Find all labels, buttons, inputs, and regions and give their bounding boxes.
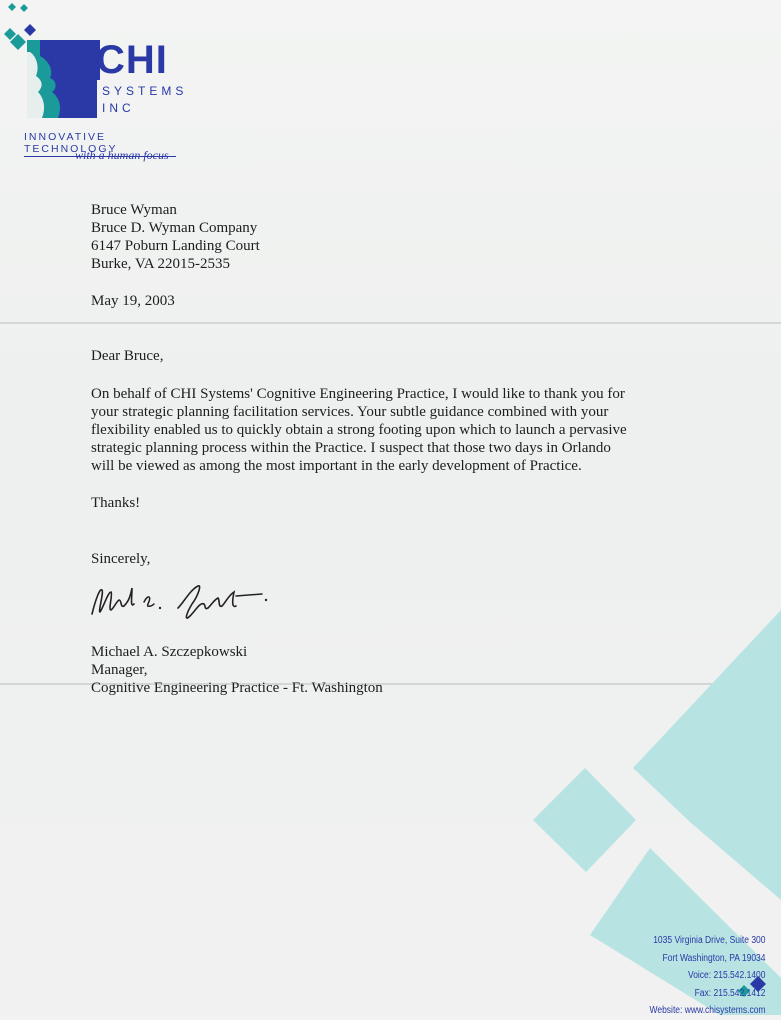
contact-address2: Fort Washington, PA 19034 [662, 952, 766, 964]
logo-subtagline: with a human focus [75, 148, 169, 162]
contact-website: Website: www.chisystems.com [649, 1005, 766, 1016]
body-line: will be viewed as among the most important in the early development of Practice. [91, 458, 582, 474]
recipient-city: Burke, VA 22015-2535 [91, 256, 231, 272]
recipient-name: Bruce Wyman [91, 202, 177, 218]
logo-tagline: INNOVATIVE TECHNOLOGY [24, 131, 176, 157]
recipient-address [91, 201, 260, 273]
body-line: strategic planning process within the Practice. I suspect that those two days in Orlando [91, 440, 611, 456]
signer-block [91, 643, 383, 697]
recipient-street: 6147 Poburn Landing Court [91, 238, 260, 254]
company-logo [0, 0, 200, 170]
contact-voice: Voice: 215.542.1400 [688, 970, 766, 981]
recipient-company: Bruce D. Wyman Company [91, 220, 258, 236]
logo-wordmark: CHI [96, 38, 168, 82]
contact-address1: 1035 Virginia Drive, Suite 300 [653, 935, 766, 946]
salutation: Dear Bruce, [91, 348, 164, 364]
logo-inc: INC [102, 101, 135, 115]
handwritten-signature [86, 578, 276, 623]
contact-info [650, 932, 766, 1020]
signer-title: Manager, [91, 662, 148, 678]
letter-date: May 19, 2003 [91, 293, 175, 309]
closing: Sincerely, [91, 551, 151, 567]
signer-name: Michael A. Szczepkowski [91, 644, 248, 660]
logo-systems: SYSTEMS [102, 84, 188, 98]
contact-fax: Fax: 215.542.1412 [695, 987, 766, 999]
signer-department: Cognitive Engineering Practice - Ft. Washington [91, 680, 383, 696]
body-line: your strategic planning facilitation services. Your subtle guidance combined with your [91, 404, 609, 420]
body-line: On behalf of CHI Systems' Cognitive Engineering Practice, I would like to thank you for [91, 386, 625, 402]
letter-body [91, 385, 627, 475]
body-line: flexibility enabled us to quickly obtain a strong footing upon which to launch a pervasive [91, 422, 627, 438]
thanks-line: Thanks! [91, 495, 141, 511]
